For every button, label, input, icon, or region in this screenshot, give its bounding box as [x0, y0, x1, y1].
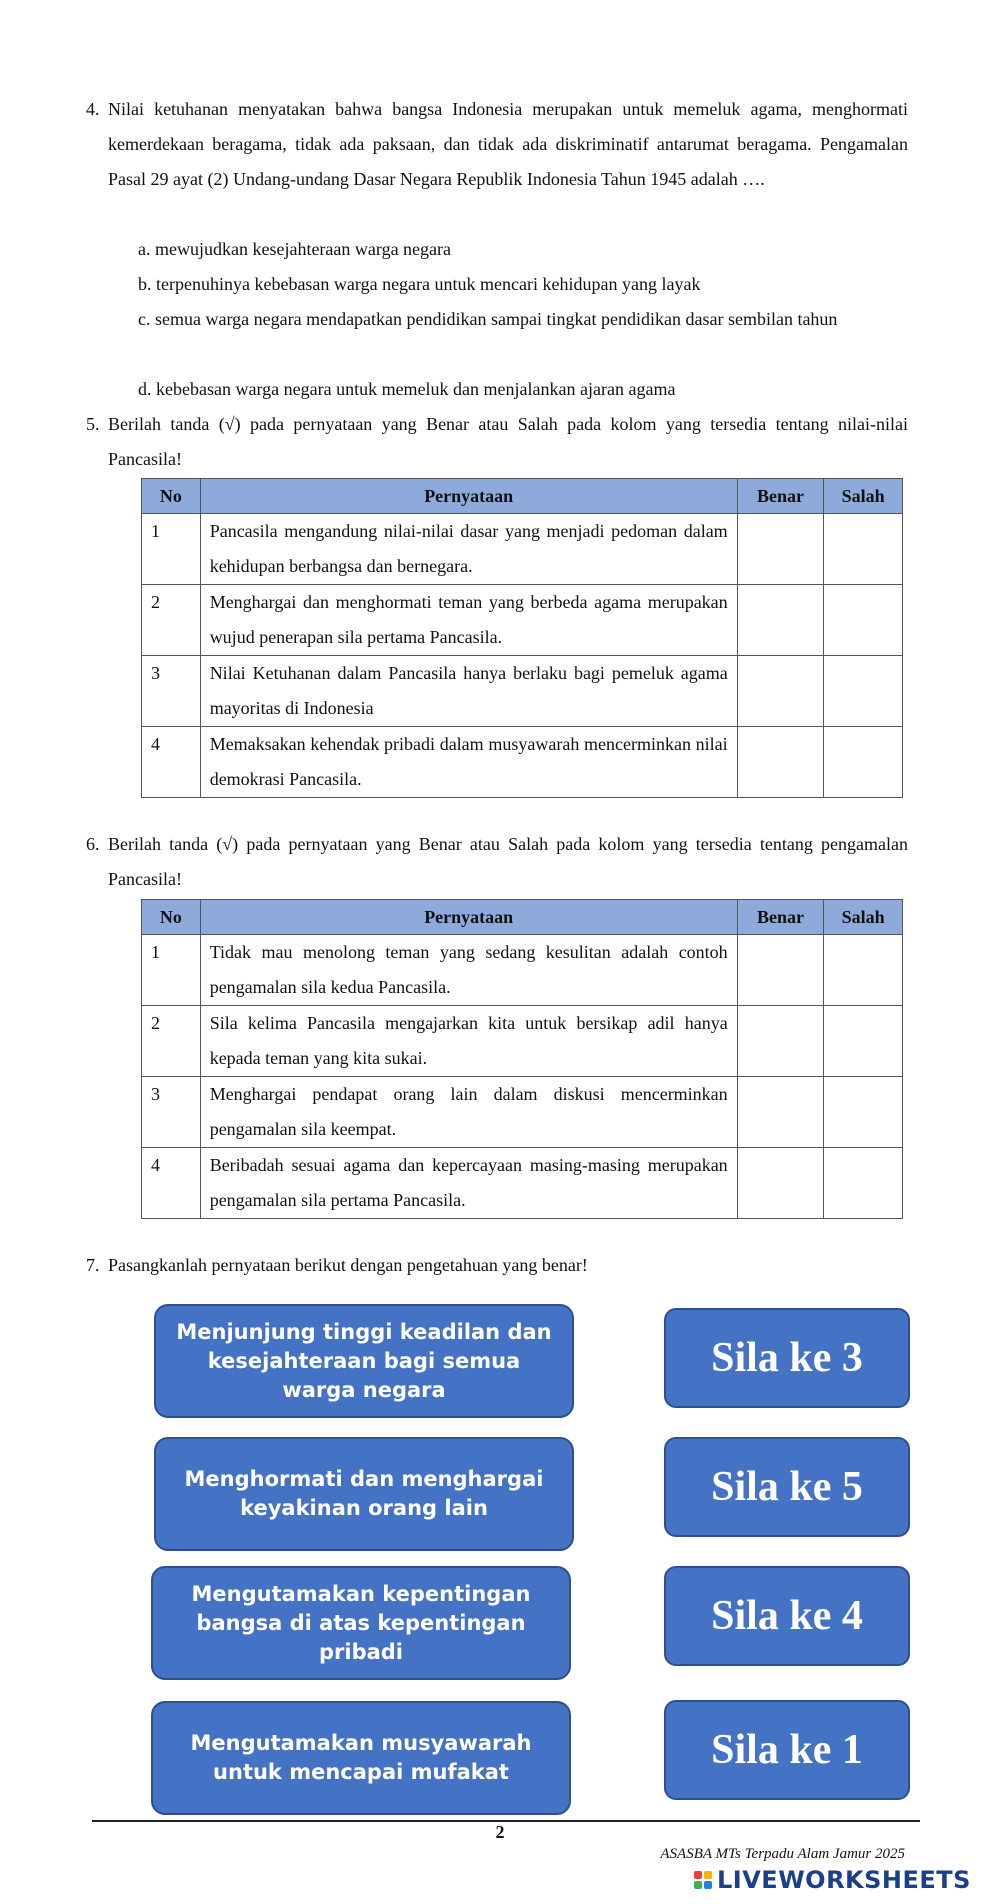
question-text: Nilai ketuhanan menyatakan bahwa bangsa Indonesia merupakan untuk memeluk agama, menghormati kemerdekaan beragama, tidak ada paksaan, dan tidak ada diskriminatif antarumat beragama. Pengamalan Pasal 29 ayat (2) Undang-undang Dasar Negara Republik Indonesia Tahun 1945 adalah ….: [108, 99, 908, 189]
question-number: 4.: [86, 99, 100, 119]
benar-cell[interactable]: [737, 656, 824, 727]
option-d[interactable]: d. kebebasan warga negara untuk memeluk dan menjalankan ajaran agama: [138, 379, 676, 399]
salah-cell[interactable]: [824, 1148, 903, 1219]
table-row: [142, 1006, 903, 1077]
match-statement-4[interactable]: Mengutamakan musyawarah untuk mencapai mufakat: [151, 1701, 571, 1815]
table-q6: [141, 899, 903, 1219]
table-row: [142, 514, 903, 585]
table-row: [142, 727, 903, 798]
salah-cell[interactable]: [824, 585, 903, 656]
benar-cell[interactable]: [737, 585, 824, 656]
match-answer-sila-3[interactable]: Sila ke 3: [664, 1308, 910, 1408]
table-row: [142, 585, 903, 656]
header-benar: Benar: [737, 900, 824, 935]
option-c[interactable]: [138, 302, 908, 337]
benar-cell[interactable]: [737, 1148, 824, 1219]
benar-cell[interactable]: [737, 1006, 824, 1077]
row-number: 4: [142, 1148, 201, 1219]
question-text: Berilah tanda (√) pada pernyataan yang Benar atau Salah pada kolom yang tersedia tentang nilai-nilai Pancasila!: [108, 414, 908, 469]
question-6: [86, 827, 908, 897]
question-number: 5.: [86, 414, 100, 434]
option-b[interactable]: b. terpenuhinya kebebasan warga negara untuk mencari kehidupan yang layak: [138, 274, 701, 294]
header-pernyataan: Pernyataan: [200, 900, 737, 935]
match-statement-2[interactable]: Menghormati dan menghargai keyakinan orang lain: [154, 1437, 574, 1551]
question-text: Pasangkanlah pernyataan berikut dengan pengetahuan yang benar!: [108, 1255, 588, 1275]
liveworksheets-brand: LIVEWORKSHEETS: [717, 1866, 971, 1894]
salah-cell[interactable]: [824, 514, 903, 585]
row-number: 1: [142, 935, 201, 1006]
page-number: 2: [495, 1822, 505, 1842]
table-row: [142, 1077, 903, 1148]
match-answer-sila-1[interactable]: Sila ke 1: [664, 1700, 910, 1800]
header-salah: Salah: [824, 900, 903, 935]
row-statement: Tidak mau menolong teman yang sedang kesulitan adalah contoh pengamalan sila kedua Pancasila.: [200, 935, 737, 1006]
header-benar: Benar: [737, 479, 824, 514]
table-row: [142, 935, 903, 1006]
header-pernyataan: Pernyataan: [200, 479, 737, 514]
match-answer-sila-4[interactable]: Sila ke 4: [664, 1566, 910, 1666]
school-footer: ASASBA MTs Terpadu Alam Jamur 2025: [660, 1846, 905, 1862]
table-header-row: [142, 479, 903, 514]
row-number: 2: [142, 1006, 201, 1077]
row-number: 4: [142, 727, 201, 798]
option-a[interactable]: a. mewujudkan kesejahteraan warga negara: [138, 239, 452, 259]
benar-cell[interactable]: [737, 727, 824, 798]
salah-cell[interactable]: [824, 935, 903, 1006]
row-statement: Memaksakan kehendak pribadi dalam musyawarah mencerminkan nilai demokrasi Pancasila.: [200, 727, 737, 798]
row-number: 3: [142, 656, 201, 727]
table-row: [142, 656, 903, 727]
row-statement: Pancasila mengandung nilai-nilai dasar yang menjadi pedoman dalam kehidupan berbangsa dan bernegara.: [200, 514, 737, 585]
benar-cell[interactable]: [737, 1077, 824, 1148]
row-statement: Menghargai dan menghormati teman yang berbeda agama merupakan wujud penerapan sila pertama Pancasila.: [200, 585, 737, 656]
row-number: 1: [142, 514, 201, 585]
table-row: [142, 1148, 903, 1219]
salah-cell[interactable]: [824, 1077, 903, 1148]
question-4: [86, 92, 908, 197]
header-no: No: [142, 479, 201, 514]
salah-cell[interactable]: [824, 1006, 903, 1077]
question-number: 7.: [86, 1255, 100, 1275]
salah-cell[interactable]: [824, 656, 903, 727]
table-q5: [141, 478, 903, 798]
question-7: [86, 1248, 908, 1283]
row-number: 2: [142, 585, 201, 656]
liveworksheets-icon: [694, 1871, 712, 1889]
row-number: 3: [142, 1077, 201, 1148]
benar-cell[interactable]: [737, 935, 824, 1006]
row-statement: Menghargai pendapat orang lain dalam diskusi mencerminkan pengamalan sila keempat.: [200, 1077, 737, 1148]
question-text: Berilah tanda (√) pada pernyataan yang Benar atau Salah pada kolom yang tersedia tentang pengamalan Pancasila!: [108, 834, 908, 889]
liveworksheets-logo: [694, 1866, 971, 1894]
match-statement-3[interactable]: Mengutamakan kepentingan bangsa di atas kepentingan pribadi: [151, 1566, 571, 1680]
table-header-row: [142, 900, 903, 935]
header-no: No: [142, 900, 201, 935]
match-statement-1[interactable]: Menjunjung tinggi keadilan dan kesejahteraan bagi semua warga negara: [154, 1304, 574, 1418]
header-salah: Salah: [824, 479, 903, 514]
match-answer-sila-5[interactable]: Sila ke 5: [664, 1437, 910, 1537]
row-statement: Nilai Ketuhanan dalam Pancasila hanya berlaku bagi pemeluk agama mayoritas di Indonesia: [200, 656, 737, 727]
question-number: 6.: [86, 834, 100, 854]
salah-cell[interactable]: [824, 727, 903, 798]
row-statement: Beribadah sesuai agama dan kepercayaan masing-masing merupakan pengamalan sila pertama Pancasila.: [200, 1148, 737, 1219]
option-c-text: c. semua warga negara mendapatkan pendidikan sampai tingkat pendidikan dasar sembilan tahun: [138, 309, 838, 329]
benar-cell[interactable]: [737, 514, 824, 585]
question-5: [86, 407, 908, 477]
row-statement: Sila kelima Pancasila mengajarkan kita untuk bersikap adil hanya kepada teman yang kita sukai.: [200, 1006, 737, 1077]
